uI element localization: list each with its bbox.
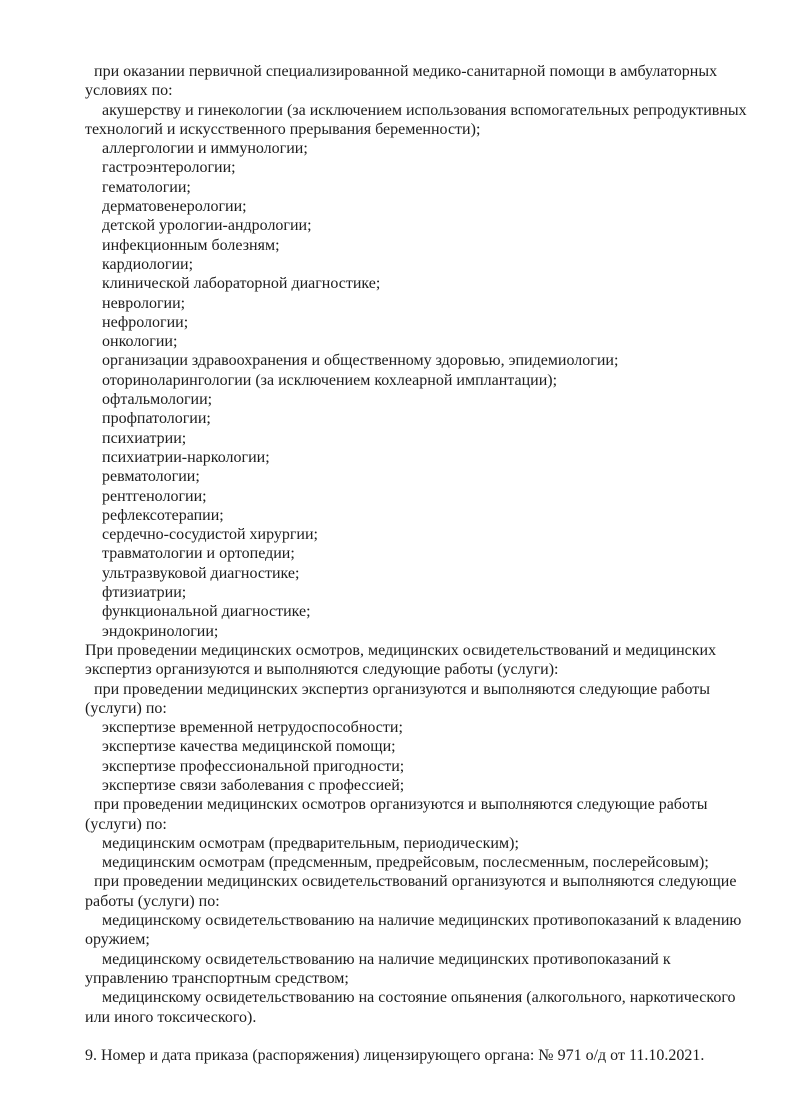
text-line: кардиологии; [102, 255, 194, 273]
text-line: фтизиатрии; [102, 584, 187, 602]
text-line: экспертизе профессиональной пригодности; [102, 757, 405, 775]
text-line: экспертиз организуются и выполняются следующие работы (услуги): [85, 661, 559, 679]
text-line: профпатологии; [102, 410, 211, 428]
text-line: дерматовенерологии; [102, 198, 247, 216]
license-services-lines [85, 62, 763, 1027]
text-line: при проведении медицинских освидетельствований организуются и выполняются следующие [94, 873, 737, 891]
text-line: при оказании первичной специализированной медико-санитарной помощи в амбулаторных [94, 63, 718, 80]
text-line: ревматологии; [102, 468, 200, 486]
text-line: клинической лабораторной диагностике; [102, 275, 381, 293]
text-line: (услуги) по: [85, 815, 167, 833]
text-line: при проведении медицинских экспертиз организуются и выполняются следующие работы [94, 680, 710, 698]
text-line: медицинскому освидетельствованию на состояние опьянения (алкогольного, наркотического [102, 989, 736, 1007]
text-line: оружием; [85, 931, 150, 949]
text-line: условиях по: [85, 82, 173, 100]
text-line: экспертизе качества медицинской помощи; [102, 738, 396, 756]
text-line: неврологии; [102, 294, 186, 312]
text-line: ультразвуковой диагностике; [102, 564, 300, 582]
text-line: экспертизе временной нетрудоспособности; [102, 719, 403, 737]
text-line: эндокринологии; [102, 622, 219, 640]
text-line: гематологии; [102, 178, 191, 196]
text-line: психиатрии-наркологии; [102, 448, 270, 466]
document-text-block [85, 62, 763, 1065]
text-line: технологий и искусственного прерывания беременности); [85, 120, 481, 138]
text-line: офтальмологии; [102, 391, 213, 409]
text-line: при проведении медицинских осмотров организуются и выполняются следующие работы [94, 796, 708, 814]
text-line: рентгенологии; [102, 487, 207, 505]
text-line: акушерству и гинекологии (за исключением использования вспомогательных репродуктивных [102, 101, 747, 119]
text-line: экспертизе связи заболевания с профессией; [102, 776, 405, 794]
text-line: нефрологии; [102, 313, 189, 331]
text-line: управлению транспортным средством; [85, 969, 349, 987]
text-line: медицинским осмотрам (предварительным, периодическим); [102, 834, 519, 852]
text-line: детской урологии-андрологии; [102, 217, 312, 235]
text-line: организации здравоохранения и общественному здоровью, эпидемиологии; [102, 352, 619, 370]
text-line: работы (услуги) по: [85, 892, 220, 910]
text-line: инфекционным болезням; [102, 236, 280, 254]
text-line: функциональной диагностике; [102, 603, 311, 621]
text-line: психиатрии; [102, 429, 187, 447]
text-line: сердечно-сосудистой хирургии; [102, 526, 318, 544]
text-line: гастроэнтерологии; [102, 159, 236, 177]
text-line: медицинскому освидетельствованию на наличие медицинских противопоказаний к [102, 950, 671, 968]
text-line: медицинскому освидетельствованию на наличие медицинских противопоказаний к владению [102, 912, 742, 930]
text-line: или иного токсического). [85, 1008, 257, 1026]
text-line: аллергологии и иммунологии; [102, 140, 308, 158]
text-line: оториноларингологии (за исключением кохлеарной имплантации); [102, 371, 558, 389]
text-line: онкологии; [102, 333, 178, 351]
text-line: медицинским осмотрам (предсменным, предрейсовым, послесменным, послерейсовым); [102, 854, 709, 872]
text-line: (услуги) по: [85, 699, 167, 717]
order-number-line: 9. Номер и дата приказа (распоряжения) лицензирующего органа: № 971 о/д от 11.10.2021. [85, 1047, 705, 1065]
text-line: При проведении медицинских осмотров, медицинских освидетельствований и медицинских [85, 641, 717, 659]
text-line: травматологии и ортопедии; [102, 545, 295, 563]
text-line: рефлексотерапии; [102, 506, 224, 524]
